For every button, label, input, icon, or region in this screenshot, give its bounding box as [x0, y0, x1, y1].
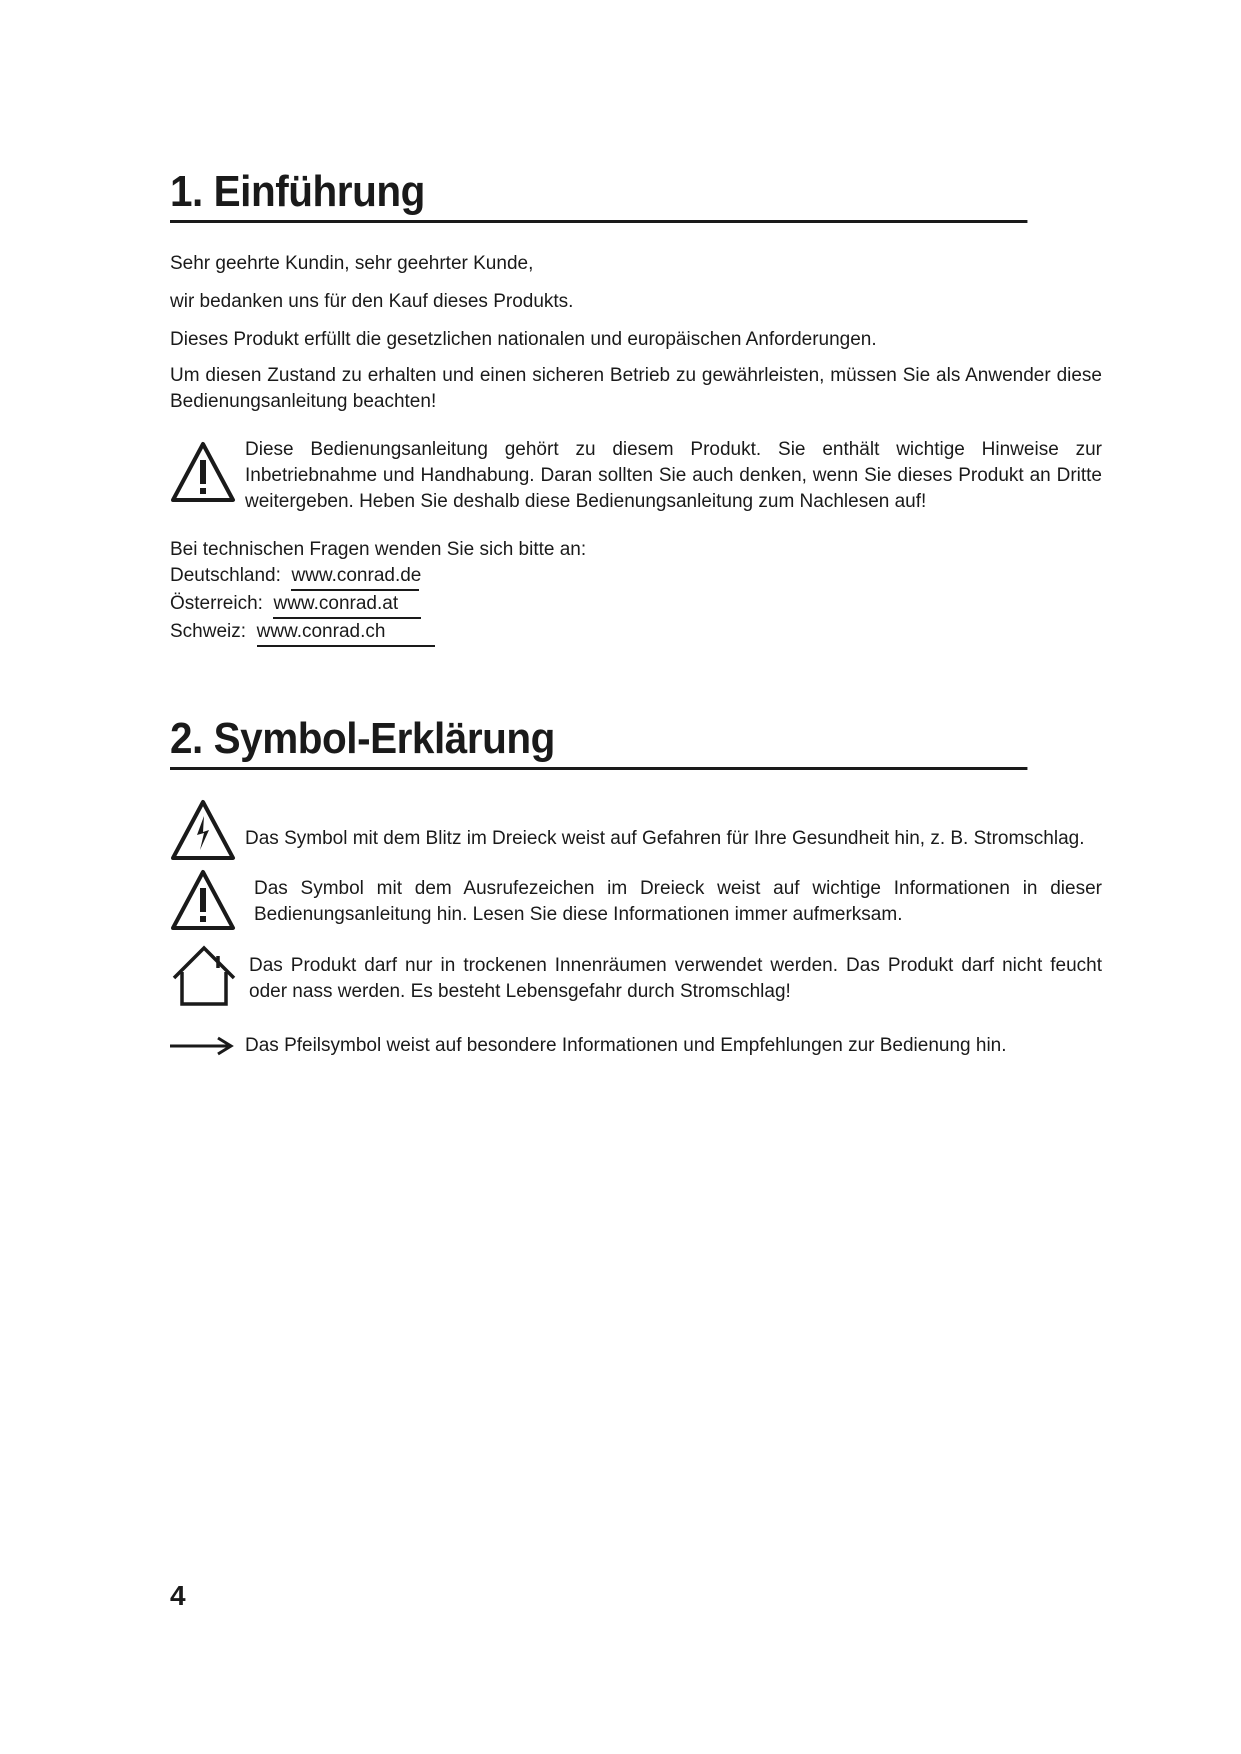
contact-country: Österreich: [170, 593, 263, 614]
contact-url-link[interactable]: www.conrad.de [291, 563, 419, 591]
contact-block [170, 537, 586, 647]
contact-switzerland [170, 619, 586, 647]
thanks-text: wir bedanken uns für den Kauf dieses Produkts. [170, 291, 574, 312]
contact-country: Schweiz: [170, 621, 247, 642]
page-number: 4 [170, 1580, 186, 1611]
safety-notice-text: Um diesen Zustand zu erhalten und einen sicheren Betrieb zu gewährleisten, müssen Sie als Anwender diese Bedienungsanleitung beachten! [170, 365, 1102, 412]
greeting: Sehr geehrte Kundin, sehr geehrter Kunde, [170, 253, 534, 274]
contact-url-link[interactable]: www.conrad.at [273, 591, 421, 619]
warning-text: Diese Bedienungsanleitung gehört zu diesem Produkt. Sie enthält wichtige Hinweise zur Inbetriebnahme und Handhabung. Daran sollten Sie auch denken, wenn Sie dieses Produkt an Dritte weitergeben. Heben Sie deshalb diese Bedienungsanleitung zum Nachlesen auf! [245, 439, 1102, 512]
exclamation-triangle-icon [170, 868, 236, 934]
contact-austria [170, 591, 586, 619]
contact-url-link[interactable]: www.conrad.ch [257, 619, 435, 647]
compliance-text: Dieses Produkt erfüllt die gesetzlichen nationalen und europäischen Anforderungen. [170, 329, 877, 350]
section-2-heading: 2. Symbol-Erklärung [170, 713, 1027, 770]
contact-germany [170, 563, 586, 591]
arrow-icon [170, 1034, 234, 1058]
arrow-symbol-text: Das Pfeilsymbol weist auf besondere Informationen und Empfehlungen zur Bedienung hin. [245, 1035, 1007, 1056]
exclamation-symbol-text: Das Symbol mit dem Ausrufezeichen im Dreieck weist auf wichtige Informationen in dieser Bedienungsanleitung hin. Lesen Sie diese Informationen immer aufmerksam. [254, 878, 1102, 925]
section-1-heading: 1. Einführung [170, 166, 1027, 223]
contact-intro: Bei technischen Fragen wenden Sie sich bitte an: [170, 539, 587, 560]
exclamation-triangle-icon [170, 440, 236, 506]
house-symbol-text: Das Produkt darf nur in trockenen Innenräumen verwendet werden. Das Produkt darf nicht feucht oder nass werden. Es besteht Lebensgefahr durch Stromschlag! [249, 955, 1102, 1002]
house-icon [170, 944, 238, 1008]
contact-country: Deutschland: [170, 565, 281, 586]
lightning-triangle-icon [170, 798, 236, 864]
lightning-symbol-text: Das Symbol mit dem Blitz im Dreieck weist auf Gefahren für Ihre Gesundheit hin, z. B. Stromschlag. [245, 828, 1085, 849]
